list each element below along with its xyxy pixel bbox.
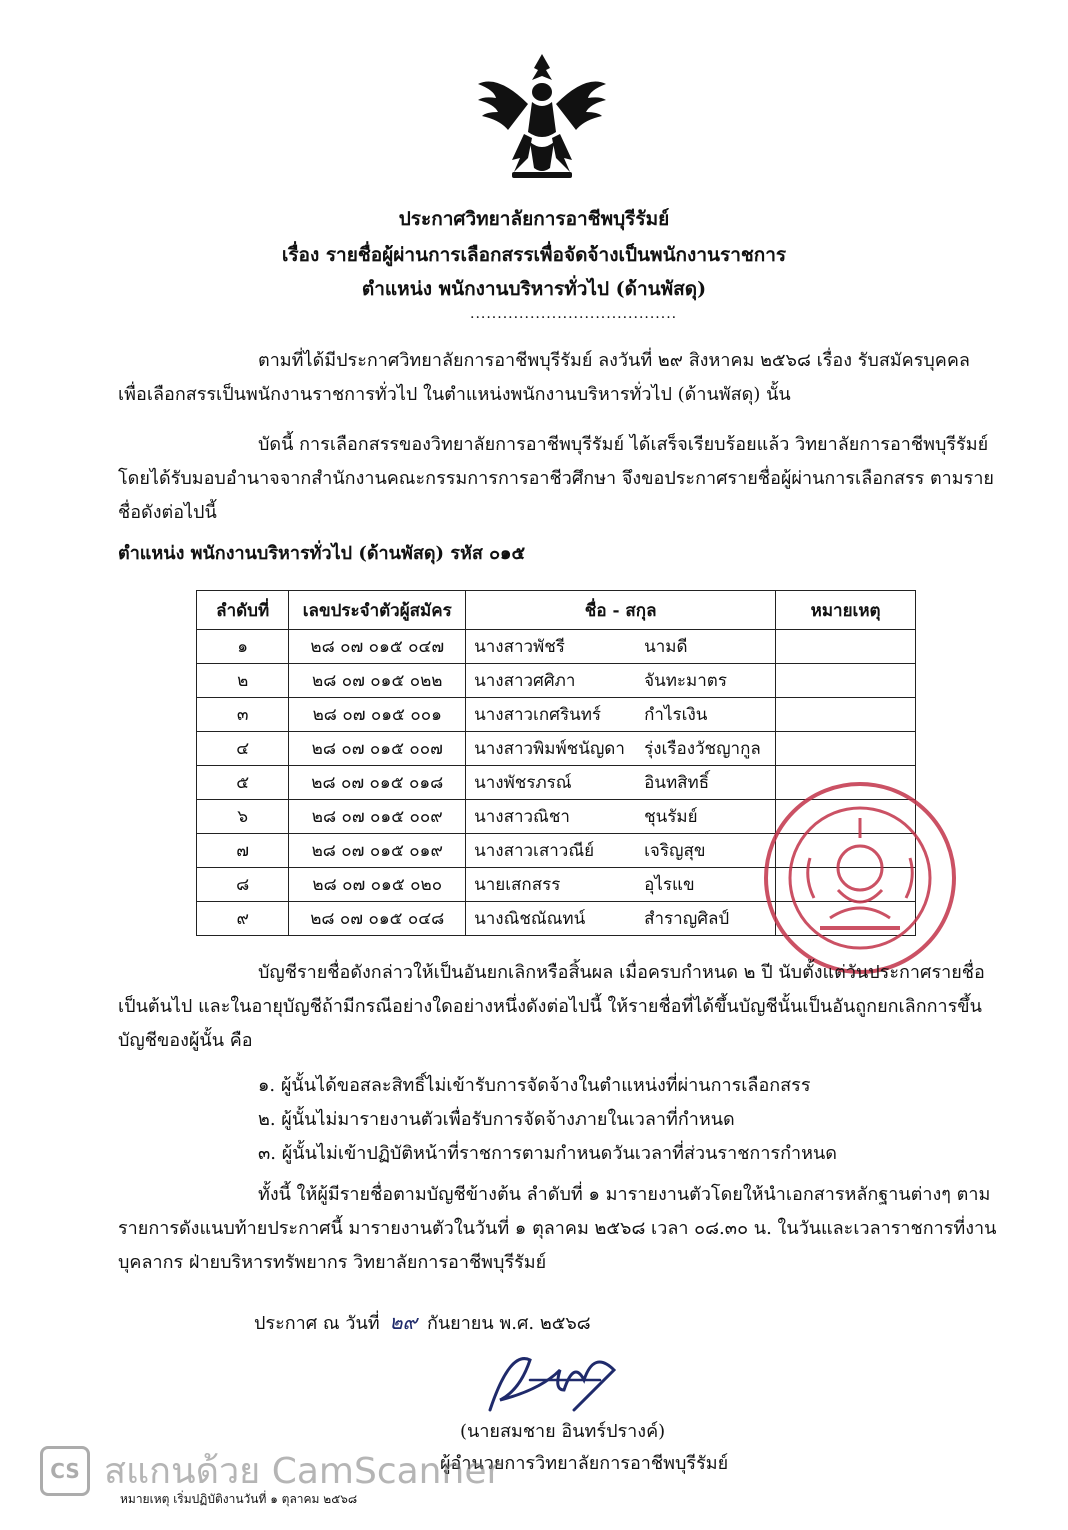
last-name: อุไรแข <box>644 875 695 895</box>
header-seq: ลำดับที่ <box>197 591 289 630</box>
announce-suffix: กันยายน พ.ศ. ๒๕๖๘ <box>426 1313 591 1334</box>
cell-name <box>466 902 776 936</box>
official-seal-icon <box>760 778 960 978</box>
condition-3: ๓. ผู้นั้นไม่เข้าปฏิบัติหน้าที่ราชการตามกำหนดวันเวลาที่ส่วนราชการกำหนด <box>258 1143 837 1164</box>
last-name: อินทสิทธิ์ <box>644 773 710 793</box>
cell-seq: ๕ <box>197 766 289 800</box>
last-name: ชุนรัมย์ <box>644 807 698 827</box>
cell-id: ๒๘ ๐๗ ๐๑๕ ๐๔๘ <box>289 902 466 936</box>
signature-icon <box>470 1340 650 1422</box>
header-note: หมายเหตุ <box>776 591 916 630</box>
cell-name <box>466 630 776 664</box>
cell-name <box>466 834 776 868</box>
first-name: นางสาวณิชา <box>474 807 570 827</box>
cell-seq: ๔ <box>197 732 289 766</box>
cell-seq: ๑ <box>197 630 289 664</box>
cell-name <box>466 800 776 834</box>
cell-note <box>776 664 916 698</box>
paragraph-intro: ตามที่ได้มีประกาศวิทยาลัยการอาชีพบุรีรัมย์ ลงวันที่ ๒๙ สิงหาคม ๒๕๖๘ เรื่อง รับสมัครบุคคลเพื่อเลือกสรรเป็นพนักงานราชการทั่วไป ในตำแหน่งพนักงานบริหารทั่วไป (ด้านพัสดุ) นั้น <box>118 350 970 405</box>
announce-date <box>254 1306 591 1338</box>
cell-seq: ๘ <box>197 868 289 902</box>
camscanner-logo-icon: CS <box>40 1446 90 1496</box>
camscanner-text: สแกนด้วย CamScanner <box>104 1451 502 1492</box>
last-name: นามดี <box>644 637 688 657</box>
condition-1: ๑. ผู้นั้นได้ขอสละสิทธิ์ไม่เข้ารับการจัดจ้างในตำแหน่งที่ผ่านการเลือกสรร <box>258 1075 811 1096</box>
cell-note <box>776 732 916 766</box>
separator-dots: ...................................... <box>470 306 678 322</box>
header-name: ชื่อ - สกุล <box>466 591 776 630</box>
cell-name <box>466 766 776 800</box>
cell-id: ๒๘ ๐๗ ๐๑๕ ๐๐๙ <box>289 800 466 834</box>
cell-id: ๒๘ ๐๗ ๐๑๕ ๐๒๒ <box>289 664 466 698</box>
first-name: นางสาวศศิภา <box>474 671 576 691</box>
last-name: เจริญสุข <box>644 841 706 861</box>
first-name: นางณิชณัณทน์ <box>474 909 586 929</box>
cell-id: ๒๘ ๐๗ ๐๑๕ ๐๔๗ <box>289 630 466 664</box>
garuda-emblem-icon <box>472 48 612 186</box>
paragraph-result: บัดนี้ การเลือกสรรของวิทยาลัยการอาชีพบุรีรัมย์ ได้เสร็จเรียบร้อยแล้ว วิทยาลัยการอาชีพบุรีรัมย์ โดยได้รับมอบอำนาจจากสำนักงานคณะกรรมการการอาชีวศึกษา จึงขอประกาศรายชื่อผู้ผ่านการเลือกสรร ตามรายชื่อดังต่อไปนี้ <box>118 434 994 523</box>
last-name: กำไรเงิน <box>644 705 708 725</box>
first-name: นายเสกสรร <box>474 875 561 895</box>
table-row <box>197 732 916 766</box>
cell-name <box>466 698 776 732</box>
table-row <box>197 630 916 664</box>
first-name: นางสาวเกศรินทร์ <box>474 705 602 725</box>
first-name: นางสาวพิมพ์ชนัญดา <box>474 739 625 759</box>
cell-id: ๒๘ ๐๗ ๐๑๕ ๐๑๙ <box>289 834 466 868</box>
announce-prefix: ประกาศ ณ วันที่ <box>254 1313 380 1334</box>
paragraph-validity: บัญชีรายชื่อดังกล่าวให้เป็นอันยกเลิกหรือสิ้นผล เมื่อครบกำหนด ๒ ปี นับตั้งแต่วันประกาศรายชื่อเป็นต้นไป และในอายุบัญชีถ้ามีกรณีอย่างใดอย่างหนึ่งดังต่อไปนี้ ให้รายชื่อที่ได้ขึ้นบัญชีนั้นเป็นอันถูกยกเลิกการขึ้นบัญชีของผู้นั้น คือ <box>118 962 985 1051</box>
cell-name <box>466 732 776 766</box>
announcement-position: ตำแหน่ง พนักงานบริหารทั่วไป (ด้านพัสดุ) <box>361 278 707 300</box>
cell-seq: ๙ <box>197 902 289 936</box>
first-name: นางสาวพัชรี <box>474 637 565 657</box>
cell-note <box>776 698 916 732</box>
cell-id: ๒๘ ๐๗ ๐๑๕ ๐๒๐ <box>289 868 466 902</box>
paragraph-report: ทั้งนี้ ให้ผู้มีรายชื่อตามบัญชีข้างต้น ลำดับที่ ๑ มารายงานตัวโดยให้นำเอกสารหลักฐานต่างๆ ตามรายการดังแนบท้ายประกาศนี้ มารายงานตัวในวันที่ ๑ ตุลาคม ๒๕๖๘ เวลา ๐๘.๓๐ น. ในวันและเวลาราชการที่งานบุคลากร ฝ่ายบริหารทรัพยากร วิทยาลัยการอาชีพบุรีรัมย์ <box>118 1184 997 1273</box>
first-name: นางสาวเสาวณีย์ <box>474 841 595 861</box>
last-name: จันทะมาตร <box>644 671 727 691</box>
table-header-row <box>197 591 916 630</box>
announcement-title: ประกาศวิทยาลัยการอาชีพบุรีรัมย์ <box>398 208 670 230</box>
last-name: สำราญศิลป์ <box>644 909 730 929</box>
cell-note <box>776 630 916 664</box>
cell-id: ๒๘ ๐๗ ๐๑๕ ๐๐๗ <box>289 732 466 766</box>
cell-seq: ๗ <box>197 834 289 868</box>
last-name: รุ่งเรืองวัชญากูล <box>644 739 761 759</box>
announce-day: ๒๙ <box>389 1310 418 1334</box>
signer-position: ผู้อำนวยการวิทยาลัยการอาชีพบุรีรัมย์ <box>440 1453 729 1474</box>
first-name: นางพัชรภรณ์ <box>474 773 572 793</box>
condition-2: ๒. ผู้นั้นไม่มารายงานตัวเพื่อรับการจัดจ้างภายในเวลาที่กำหนด <box>258 1109 735 1130</box>
cell-seq: ๒ <box>197 664 289 698</box>
cell-id: ๒๘ ๐๗ ๐๑๕ ๐๐๑ <box>289 698 466 732</box>
cell-id: ๒๘ ๐๗ ๐๑๕ ๐๑๘ <box>289 766 466 800</box>
table-row <box>197 698 916 732</box>
cell-seq: ๓ <box>197 698 289 732</box>
footnote: หมายเหตุ เริ่มปฏิบัติงานวันที่ ๑ ตุลาคม ๒๕๖๘ <box>120 1492 358 1506</box>
cell-seq: ๖ <box>197 800 289 834</box>
announcement-subject: เรื่อง รายชื่อผู้ผ่านการเลือกสรรเพื่อจัดจ้างเป็นพนักงานราชการ <box>281 244 787 266</box>
signer-name: (นายสมชาย อินทร์ปรางค์) <box>460 1421 666 1442</box>
cell-name <box>466 868 776 902</box>
position-heading: ตำแหน่ง พนักงานบริหารทั่วไป (ด้านพัสดุ) รหัส ๐๑๕ <box>118 543 526 564</box>
cell-name <box>466 664 776 698</box>
table-row <box>197 664 916 698</box>
header-id: เลขประจำตัวผู้สมัคร <box>289 591 466 630</box>
